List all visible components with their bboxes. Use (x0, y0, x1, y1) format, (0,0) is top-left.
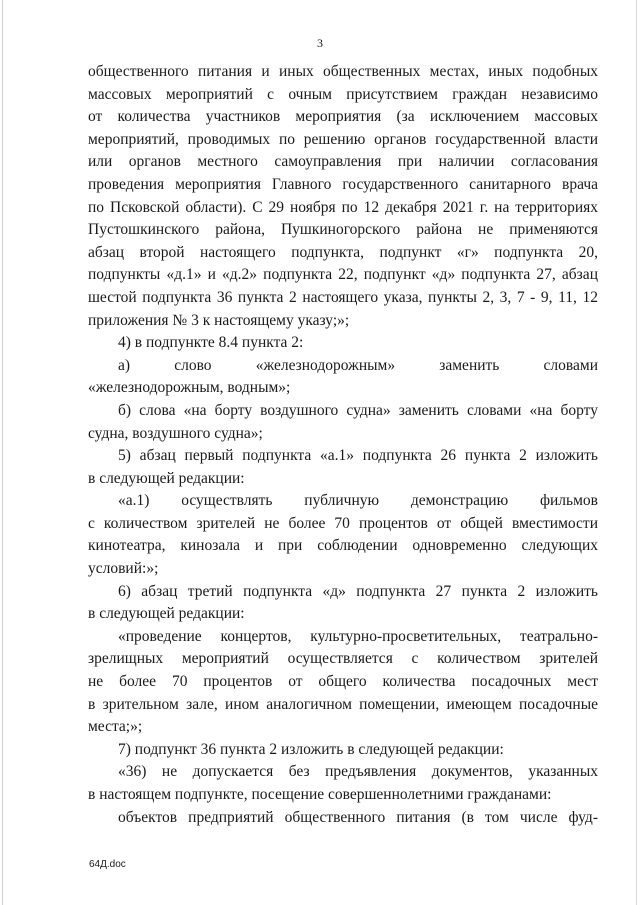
text-line: приложения № 3 к настоящему указу;»; (88, 311, 350, 329)
file-name-footer: 64Д.doc (89, 859, 126, 870)
text-line: или органов местного самоуправления при наличии согласования (88, 153, 598, 171)
text-line: «а.1) осуществлять публичную демонстрацию фильмов (118, 492, 598, 510)
text-line: кинотеатра, кинозала и при соблюдении одновременно следующих (88, 537, 598, 555)
text-line: с количеством зрителей не более 70 процентов от общей вместимости (88, 514, 598, 532)
text-line: абзац второй настоящего подпункта, подпункт «г» подпункта 20, (88, 243, 598, 261)
text-line: подпункты «д.1» и «д.2» подпункта 22, подпункт «д» подпункта 27, абзац (88, 266, 598, 284)
text-line: в следующей редакции: (88, 469, 245, 487)
text-line: 5) абзац первый подпункта «а.1» подпункта 26 пункта 2 изложить (118, 447, 598, 465)
text-line: 4) в подпункте 8.4 пункта 2: (118, 334, 304, 352)
text-line: по Псковской области). С 29 ноября по 12 декабря 2021 г. на территориях (88, 198, 598, 216)
page-number: 3 (317, 36, 323, 50)
text-line: Пустошкинского района, Пушкиногорского района не применяются (88, 221, 598, 239)
text-line: «железнодорожным, водным»; (88, 379, 291, 397)
text-line: «36) не допускается без предъявления документов, указанных (118, 763, 598, 781)
text-line: не более 70 процентов от общего количества посадочных мест (88, 673, 598, 691)
text-line: 6) абзац третий подпункта «д» подпункта 27 пункта 2 изложить (118, 582, 598, 600)
text-line: мероприятий, проводимых по решению органов государственной власти (88, 130, 598, 148)
text-line: шестой подпункта 36 пункта 2 настоящего указа, пункты 2, 3, 7 - 9, 11, 12 (88, 288, 598, 306)
text-line: «проведение концертов, культурно-просветительных, театрально- (118, 627, 598, 645)
text-line: массовых мероприятий с очным присутствием граждан независимо (88, 85, 598, 103)
text-line: а) слово «железнодорожным» заменить словами (118, 356, 598, 374)
scan-edge-right (636, 0, 637, 905)
scan-edge-left (2, 0, 3, 905)
text-line: общественного питания и иных общественных местах, иных подобных (88, 63, 598, 80)
text-line: объектов предприятий общественного питания (в том числе фуд- (118, 808, 598, 826)
text-line: в следующей редакции: (88, 605, 245, 623)
document-body (88, 61, 598, 829)
text-line: места;»; (88, 718, 143, 736)
text-line: судна, воздушного судна»; (88, 424, 263, 442)
text-line: б) слова «на борту воздушного судна» заменить словами «на борту (118, 401, 598, 419)
text-line: зрелищных мероприятий осуществляется с количеством зрителей (88, 650, 598, 668)
text-line: проведения мероприятия Главного государственного санитарного врача (88, 175, 598, 193)
text-line: в настоящем подпункте, посещение совершеннолетними гражданами: (88, 786, 552, 803)
text-line: в зрительном зале, ином аналогичном помещении, имеющем посадочные (88, 695, 598, 713)
text-line: условий:»; (88, 560, 159, 578)
text-line: от количества участников мероприятия (за исключением массовых (88, 108, 598, 126)
text-line: 7) подпункт 36 пункта 2 изложить в следующей редакции: (118, 740, 504, 758)
